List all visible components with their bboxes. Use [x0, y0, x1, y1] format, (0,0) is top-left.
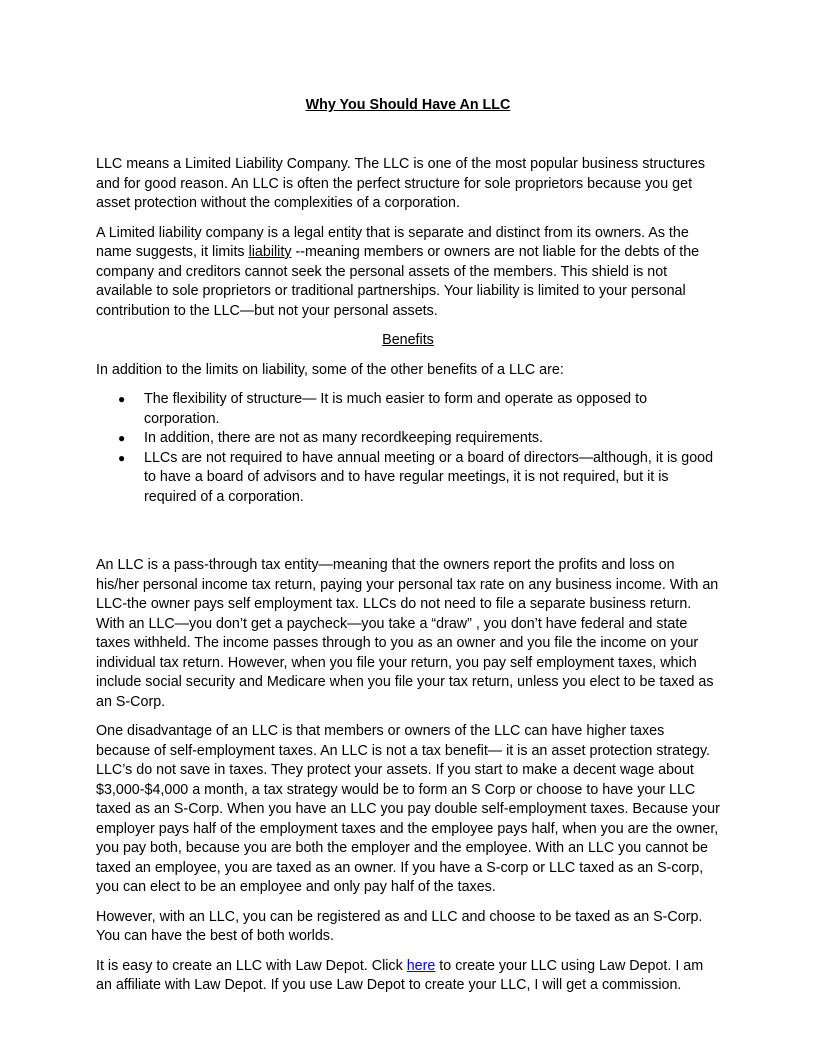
- document-title: Why You Should Have An LLC: [305, 97, 511, 113]
- paragraph-text: to create your LLC using Law Depot. I am an affiliate with Law Depot. If you use Law Depot to create your LLC, I will get a commission.: [96, 957, 704, 993]
- list-item: [96, 390, 720, 429]
- paragraph-pass-through-tax: An LLC is a pass-through tax entity—meaning that the owners report the profits and loss on his/her personal income tax return, paying your personal tax rate on any business income. With an LLC-the owner pays self employment tax. LLCs do not need to file a separate business return. With an LLC—you don’t get a paycheck—you take a “draw” , you don’t have federal and state taxes withheld. The income passes through to you as an owner and you file the income on your individual tax return. However, when you file your return, you pay self employment taxes, which include social security and Medicare when you file your tax return, unless you elect to be taxed as an S-Corp.: [96, 557, 719, 710]
- bullet-icon: ●: [118, 392, 126, 406]
- list-item-text: In addition, there are not as many recordkeeping requirements.: [144, 430, 543, 446]
- list-item-text: The flexibility of structure— It is much easier to form and operate as opposed to corporation.: [144, 391, 648, 427]
- here-link[interactable]: here: [406, 957, 436, 974]
- paragraph-limited-liability: [96, 224, 720, 322]
- paragraph-text: --meaning members or owners are not liable for the debts of the company and creditors cannot seek the personal assets of the members. This shield is not available to sole proprietors or traditional partnerships. Your liability is limited to your personal contribution to the LLC—but not your personal assets.: [96, 244, 700, 319]
- paragraph-text: It is easy to create an LLC with Law Depot. Click: [96, 957, 407, 974]
- document-page: [96, 96, 720, 996]
- benefits-heading: Benefits: [382, 332, 434, 348]
- list-item: [96, 449, 720, 508]
- paragraph-llc-definition: LLC means a Limited Liability Company. The LLC is one of the most popular business structures and for good reason. An LLC is often the perfect structure for sole proprietors because you get asset protection without the complexities of a corporation.: [96, 156, 705, 211]
- list-item: [96, 429, 720, 449]
- paragraph-law-depot: [96, 957, 720, 996]
- benefits-intro: In addition to the limits on liability, some of the other benefits of a LLC are:: [96, 361, 564, 378]
- liability-underlined-term: liability: [248, 244, 292, 260]
- list-item-text: LLCs are not required to have annual meeting or a board of directors—although, it is good to have a board of advisors and to have regular meetings, it is not required, but it is required of a corporation.: [144, 449, 714, 505]
- paragraph-disadvantage: One disadvantage of an LLC is that members or owners of the LLC can have higher taxes because of self-employment taxes. An LLC is not a tax benefit— it is an asset protection strategy. LLC’s do not save in taxes. They protect your assets. If you start to make a decent wage about $3,000-$4,000 a month, a tax strategy would be to form an S Corp or choose to have your LLC taxed as an S-Corp. When you have an LLC you pay double self-employment taxes. Because your employer pays half of the employment taxes and the employee pays half, when you are the owner, you pay both, because you are both the employer and the employee. With an LLC you cannot be taxed an employee, you are taxed as an owner. If you have a S-corp or LLC taxed as an S-corp, you can elect to be an employee and only pay half of the taxes.: [96, 723, 720, 895]
- benefits-list: [96, 390, 720, 507]
- bullet-icon: ●: [118, 431, 126, 445]
- paragraph-s-corp-option: However, with an LLC, you can be registered as and LLC and choose to be taxed as an S-Corp. You can have the best of both worlds.: [96, 908, 703, 944]
- bullet-icon: ●: [118, 450, 126, 465]
- paragraph-text: A Limited liability company is a legal entity that is separate and distinct from its owners. As the name suggests, it limits: [96, 224, 689, 260]
